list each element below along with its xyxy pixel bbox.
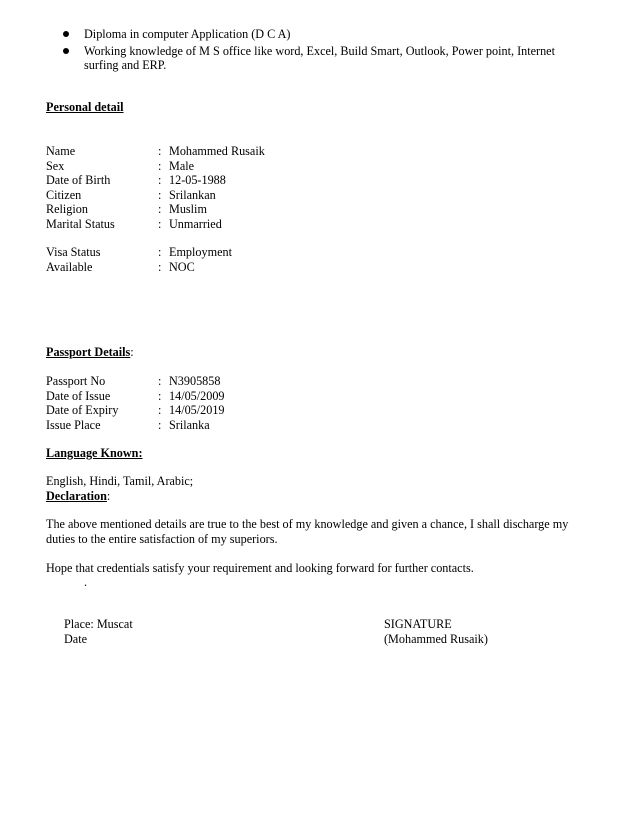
passport-heading-text: Passport Details bbox=[46, 345, 131, 359]
place-line: Place: Muscat bbox=[64, 617, 133, 631]
detail-value: Unmarried bbox=[169, 216, 222, 231]
passport-row-issue-date bbox=[46, 389, 446, 404]
date-line: Date bbox=[64, 631, 88, 646]
detail-label: Available bbox=[46, 259, 93, 274]
declaration-text: The above mentioned details are true to the best of my knowledge and given a chance, I shall discharge my duties to the entire satisfaction of my superiors. bbox=[46, 517, 569, 546]
declaration-heading-text: Declaration bbox=[46, 488, 107, 503]
detail-label: Passport No bbox=[46, 374, 106, 388]
bullet-dot-icon bbox=[63, 31, 69, 37]
language-known-heading: Language Known: bbox=[46, 446, 143, 460]
detail-separator: : bbox=[158, 202, 162, 216]
detail-separator: : bbox=[158, 417, 162, 432]
detail-separator: : bbox=[158, 403, 162, 417]
detail-separator: : bbox=[158, 144, 162, 158]
detail-separator: : bbox=[158, 187, 162, 202]
declaration-heading-colon: : bbox=[106, 488, 111, 503]
detail-row-sex bbox=[46, 159, 446, 174]
detail-label: Date of Expiry bbox=[46, 403, 119, 417]
detail-row-available bbox=[46, 260, 446, 275]
detail-label: Religion bbox=[46, 202, 88, 216]
closing-text: Hope that credentials satisfy your requirement and looking forward for further contacts. bbox=[46, 561, 474, 575]
detail-value: Employment bbox=[169, 245, 232, 259]
detail-value: 14/05/2009 bbox=[169, 388, 225, 403]
detail-separator: : bbox=[158, 158, 162, 173]
detail-separator: : bbox=[158, 374, 162, 388]
skill-item: Diploma in computer Application (D C A) bbox=[84, 27, 291, 41]
passport-row-expiry-date bbox=[46, 403, 446, 418]
detail-label: Date of Birth bbox=[46, 173, 111, 187]
detail-value: 14/05/2019 bbox=[169, 403, 225, 417]
detail-row-visa-status bbox=[46, 245, 446, 260]
closing-dot: . bbox=[84, 575, 88, 589]
signatory-name: (Mohammed Rusaik) bbox=[384, 631, 488, 646]
detail-value: Muslim bbox=[169, 202, 207, 216]
detail-row-dob bbox=[46, 173, 446, 188]
skill-item-continued: surfing and ERP. bbox=[84, 58, 167, 72]
bullet-dot-icon bbox=[63, 48, 69, 54]
detail-value: Srilanka bbox=[169, 417, 210, 432]
detail-label: Issue Place bbox=[46, 417, 101, 432]
detail-value: 12-05-1988 bbox=[169, 173, 226, 187]
passport-heading-colon: : bbox=[130, 345, 134, 359]
passport-row-number bbox=[46, 374, 446, 389]
detail-row-religion bbox=[46, 202, 446, 217]
detail-value: NOC bbox=[169, 259, 195, 274]
detail-value: Mohammed Rusaik bbox=[169, 144, 265, 158]
detail-label: Sex bbox=[46, 158, 65, 173]
passport-row-issue-place bbox=[46, 418, 446, 433]
detail-label: Date of Issue bbox=[46, 388, 111, 403]
detail-value: N3905858 bbox=[169, 374, 221, 388]
detail-label: Name bbox=[46, 144, 76, 158]
detail-row-marital-status bbox=[46, 217, 446, 232]
passport-details-heading bbox=[46, 345, 134, 360]
detail-separator: : bbox=[158, 216, 162, 231]
detail-row-citizen bbox=[46, 188, 446, 203]
detail-label: Citizen bbox=[46, 187, 82, 202]
detail-separator: : bbox=[158, 388, 162, 403]
detail-value: Male bbox=[169, 158, 195, 173]
language-list: English, Hindi, Tamil, Arabic; bbox=[46, 474, 194, 488]
signature-label: SIGNATURE bbox=[384, 617, 452, 631]
skill-item: Working knowledge of M S office like word, Excel, Build Smart, Outlook, Power point, Internet bbox=[84, 44, 555, 58]
detail-separator: : bbox=[158, 173, 162, 187]
detail-label: Marital Status bbox=[46, 216, 115, 231]
declaration-heading bbox=[46, 489, 110, 504]
detail-row-name bbox=[46, 144, 446, 159]
personal-detail-heading: Personal detail bbox=[46, 100, 124, 114]
detail-value: Srilankan bbox=[169, 187, 216, 202]
detail-label: Visa Status bbox=[46, 245, 101, 259]
detail-separator: : bbox=[158, 245, 162, 259]
detail-separator: : bbox=[158, 259, 162, 274]
